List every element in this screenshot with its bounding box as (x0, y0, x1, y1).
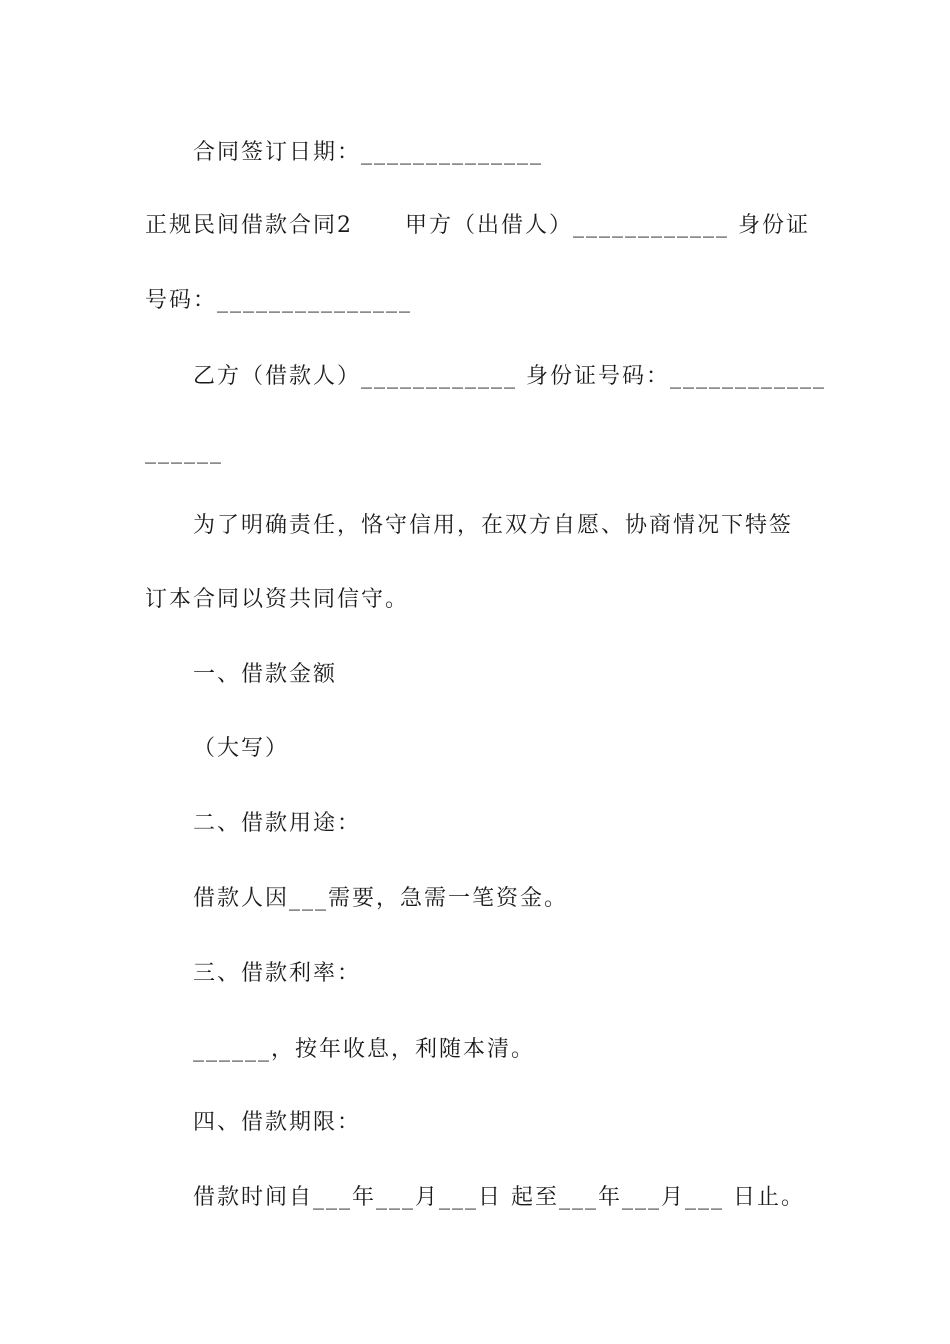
lender-id-line: 号码：_______________ (145, 288, 413, 313)
section-4-title: 四、借款期限： (193, 1110, 362, 1135)
intro-paragraph-line-2: 订本合同以资共同信守。 (145, 587, 410, 612)
signing-date-line: 合同签订日期：______________ (193, 140, 544, 165)
intro-paragraph-line-1: 为了明确责任，恪守信用，在双方自愿、协商情况下特签 (193, 513, 794, 538)
borrower-id-continuation: ______ (145, 439, 223, 464)
borrower-line: 乙方（借款人）____________ 身份证号码：____________ (193, 364, 826, 389)
section-2-title: 二、借款用途： (193, 811, 362, 836)
title-lender-line (145, 211, 810, 241)
section-4-body: 借款时间自___年___月___日 起至___年___月___ 日止。 (193, 1185, 805, 1210)
contract-title: 正规民间借款合同2 (145, 213, 353, 238)
section-3-title: 三、借款利率： (193, 961, 362, 986)
section-2-body: 借款人因___需要，急需一笔资金。 (193, 886, 569, 911)
section-1-body: （大写） (193, 736, 290, 761)
lender-field: 甲方（出借人）____________ 身份证 (405, 213, 810, 238)
section-3-body: ______，按年收息，利随本清。 (193, 1037, 536, 1062)
section-1-title: 一、借款金额 (193, 662, 338, 687)
